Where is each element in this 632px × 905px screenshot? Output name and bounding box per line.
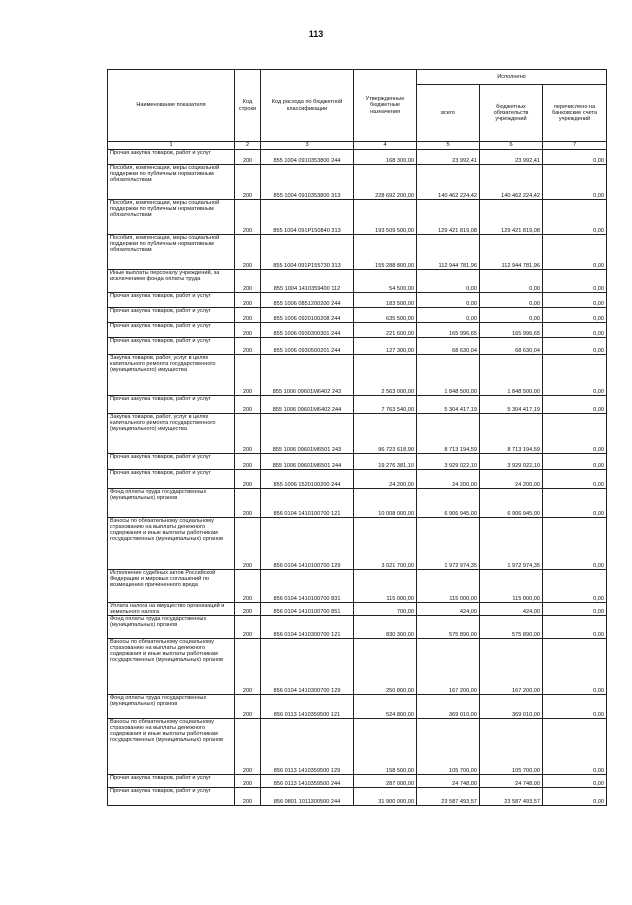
column-number: 7 (543, 142, 607, 150)
header-name: Наименование показателя (108, 70, 235, 142)
row-name: Прочая закупка товаров, работ и услуг (108, 775, 235, 788)
row-executed-commitments: 5 304 417,19 (480, 396, 543, 414)
row-approved: 54 500,00 (354, 270, 417, 293)
row-executed-commitments: 0,00 (480, 293, 543, 308)
row-bank-accounts: 0,00 (543, 355, 607, 396)
header-line-code: Код строки (235, 70, 261, 142)
row-executed-commitments: 24 748,00 (480, 775, 543, 788)
row-executed-total: 112 944 781,96 (417, 235, 480, 270)
row-line-code: 200 (235, 775, 261, 788)
table-row (108, 396, 607, 414)
row-name: Пособия, компенсации, меры социальной поддержки по публичным нормативным обязательствам (108, 235, 235, 270)
row-executed-total: 1 972 974,35 (417, 518, 480, 570)
row-executed-total: 5 304 417,19 (417, 396, 480, 414)
row-bank-accounts: 0,00 (543, 270, 607, 293)
row-line-code: 200 (235, 308, 261, 323)
row-bank-accounts: 0,00 (543, 775, 607, 788)
header-total: всего (417, 85, 480, 142)
row-line-code: 200 (235, 570, 261, 603)
row-budget-code: 855 1004 1410359400 112 (261, 270, 354, 293)
row-executed-commitments: 112 944 781,96 (480, 235, 543, 270)
row-budget-code: 856 0104 1410300700 121 (261, 616, 354, 639)
row-bank-accounts: 0,00 (543, 150, 607, 165)
column-number: 4 (354, 142, 417, 150)
row-bank-accounts: 0,00 (543, 293, 607, 308)
row-approved: 221 600,00 (354, 323, 417, 338)
row-bank-accounts: 0,00 (543, 338, 607, 355)
row-budget-code: 856 0104 1410100700 851 (261, 603, 354, 616)
header-executed: Исполнено (417, 70, 607, 85)
row-executed-commitments: 3 929 022,10 (480, 454, 543, 470)
row-bank-accounts: 0,00 (543, 165, 607, 200)
row-executed-total: 105 700,00 (417, 719, 480, 775)
row-approved: 127 300,00 (354, 338, 417, 355)
row-budget-code: 856 0113 1410359500 121 (261, 695, 354, 719)
row-executed-commitments: 0,00 (480, 308, 543, 323)
row-name: Взносы по обязательному социальному страхованию на выплаты денежного содержания и иные выплаты работникам государственных (муниципальных) органов (108, 639, 235, 695)
row-budget-code: 855 1006 0930300301 244 (261, 323, 354, 338)
row-budget-code: 855 1006 09601M6501 244 (261, 454, 354, 470)
row-budget-code: 856 0104 1410100700 831 (261, 570, 354, 603)
row-executed-total: 6 906 945,00 (417, 489, 480, 518)
row-line-code: 200 (235, 788, 261, 806)
row-name: Прочая закупка товаров, работ и услуг (108, 788, 235, 806)
row-approved: 287 000,00 (354, 775, 417, 788)
row-executed-total: 0,00 (417, 270, 480, 293)
row-bank-accounts: 0,00 (543, 414, 607, 454)
row-line-code: 200 (235, 270, 261, 293)
row-name: Взносы по обязательному социальному страхованию на выплаты денежного содержания и иные выплаты работникам государственных (муниципальных) органов (108, 518, 235, 570)
table-row (108, 270, 607, 293)
row-line-code: 200 (235, 396, 261, 414)
row-name: Пособия, компенсации, меры социальной поддержки по публичным нормативным обязательствам (108, 200, 235, 235)
row-bank-accounts: 0,00 (543, 719, 607, 775)
table-row (108, 570, 607, 603)
row-executed-commitments: 129 421 819,08 (480, 200, 543, 235)
row-budget-code: 855 1004 0910353800 313 (261, 165, 354, 200)
row-budget-code: 855 1006 0851200200 244 (261, 293, 354, 308)
row-name: Фонд оплаты труда государственных (муниципальных) органов (108, 695, 235, 719)
row-name: Прочая закупка товаров, работ и услуг (108, 293, 235, 308)
row-budget-code: 855 1006 0920100208 244 (261, 308, 354, 323)
row-budget-code: 855 1006 09601M6402 243 (261, 355, 354, 396)
row-name: Фонд оплаты труда государственных (муниципальных) органов (108, 616, 235, 639)
row-budget-code: 855 1004 091P155730 313 (261, 235, 354, 270)
row-line-code: 200 (235, 719, 261, 775)
row-line-code: 200 (235, 355, 261, 396)
row-executed-total: 0,00 (417, 308, 480, 323)
row-name: Исполнение судебных актов Российской Федерации и мировых соглашений по возмещению причиненного вреда (108, 570, 235, 603)
row-executed-total: 369 010,00 (417, 695, 480, 719)
row-approved: 2 563 000,00 (354, 355, 417, 396)
column-number: 6 (480, 142, 543, 150)
column-number: 2 (235, 142, 261, 150)
row-executed-total: 23 587 493,57 (417, 788, 480, 806)
table-row (108, 235, 607, 270)
row-approved: 228 692 200,00 (354, 165, 417, 200)
row-bank-accounts: 0,00 (543, 695, 607, 719)
table-row (108, 293, 607, 308)
row-line-code: 200 (235, 603, 261, 616)
row-executed-commitments: 23 992,41 (480, 150, 543, 165)
row-approved: 830 300,00 (354, 616, 417, 639)
row-approved: 193 509 500,00 (354, 200, 417, 235)
row-executed-commitments: 1 848 500,00 (480, 355, 543, 396)
row-executed-commitments: 575 890,00 (480, 616, 543, 639)
row-executed-commitments: 105 700,00 (480, 719, 543, 775)
row-name: Прочая закупка товаров, работ и услуг (108, 454, 235, 470)
row-executed-total: 8 713 194,59 (417, 414, 480, 454)
row-name: Пособия, компенсации, меры социальной поддержки по публичным нормативным обязательствам (108, 165, 235, 200)
row-bank-accounts: 0,00 (543, 454, 607, 470)
row-line-code: 200 (235, 470, 261, 489)
row-bank-accounts: 0,00 (543, 235, 607, 270)
row-line-code: 200 (235, 200, 261, 235)
row-approved: 635 500,00 (354, 308, 417, 323)
table-row (108, 355, 607, 396)
table-row (108, 603, 607, 616)
row-line-code: 200 (235, 150, 261, 165)
row-line-code: 200 (235, 616, 261, 639)
row-executed-commitments: 140 462 224,42 (480, 165, 543, 200)
table-row (108, 165, 607, 200)
row-bank-accounts: 0,00 (543, 396, 607, 414)
row-budget-code: 855 1006 1520100200 244 (261, 470, 354, 489)
row-name: Прочая закупка товаров, работ и услуг (108, 323, 235, 338)
column-number: 3 (261, 142, 354, 150)
row-name: Закупка товаров, работ, услуг в целях капитального ремонта государственного (муниципального) имущества (108, 414, 235, 454)
table-row (108, 616, 607, 639)
row-approved: 700,00 (354, 603, 417, 616)
row-approved: 7 763 540,00 (354, 396, 417, 414)
row-bank-accounts: 0,00 (543, 616, 607, 639)
row-approved: 183 500,00 (354, 293, 417, 308)
header-bank-accounts: перечислено на банковские счета учреждений (543, 85, 607, 142)
row-budget-code: 856 0104 1410100700 129 (261, 518, 354, 570)
table-row (108, 639, 607, 695)
row-approved: 524 800,00 (354, 695, 417, 719)
table-row (108, 150, 607, 165)
row-executed-commitments: 6 906 945,00 (480, 489, 543, 518)
row-executed-total: 0,00 (417, 293, 480, 308)
row-approved: 155 288 800,00 (354, 235, 417, 270)
row-name: Прочая закупка товаров, работ и услуг (108, 470, 235, 489)
table-body (108, 150, 607, 806)
row-bank-accounts: 0,00 (543, 470, 607, 489)
table-row (108, 489, 607, 518)
row-line-code: 200 (235, 165, 261, 200)
table-row (108, 200, 607, 235)
row-budget-code: 855 1004 091P150840 313 (261, 200, 354, 235)
row-executed-commitments: 1 972 974,35 (480, 518, 543, 570)
row-executed-total: 129 421 819,08 (417, 200, 480, 235)
row-name: Прочая закупка товаров, работ и услуг (108, 396, 235, 414)
row-approved: 115 000,00 (354, 570, 417, 603)
table-row (108, 454, 607, 470)
row-executed-commitments: 23 587 493,57 (480, 788, 543, 806)
row-line-code: 200 (235, 454, 261, 470)
row-approved: 3 021 700,00 (354, 518, 417, 570)
row-executed-commitments: 369 010,00 (480, 695, 543, 719)
table-row (108, 323, 607, 338)
row-executed-total: 24 748,00 (417, 775, 480, 788)
row-executed-commitments: 424,00 (480, 603, 543, 616)
row-approved: 158 500,00 (354, 719, 417, 775)
column-number: 1 (108, 142, 235, 150)
table-row (108, 788, 607, 806)
table-row (108, 308, 607, 323)
row-bank-accounts: 0,00 (543, 570, 607, 603)
row-approved: 168 300,00 (354, 150, 417, 165)
row-executed-total: 23 992,41 (417, 150, 480, 165)
column-number: 5 (417, 142, 480, 150)
row-executed-total: 1 848 500,00 (417, 355, 480, 396)
row-executed-total: 115 000,00 (417, 570, 480, 603)
row-name: Закупка товаров, работ, услуг в целях капитального ремонта государственного (муниципального) имущества (108, 355, 235, 396)
row-budget-code: 856 0104 1410100700 121 (261, 489, 354, 518)
row-approved: 250 800,00 (354, 639, 417, 695)
row-approved: 19 276 381,10 (354, 454, 417, 470)
table-row (108, 338, 607, 355)
row-line-code: 200 (235, 489, 261, 518)
table-row (108, 470, 607, 489)
row-executed-commitments: 0,00 (480, 270, 543, 293)
row-budget-code: 856 0113 1410359500 244 (261, 775, 354, 788)
row-bank-accounts: 0,00 (543, 489, 607, 518)
row-approved: 10 008 000,00 (354, 489, 417, 518)
row-executed-commitments: 68 630,04 (480, 338, 543, 355)
row-name: Уплата налога на имущество организаций и земельного налога (108, 603, 235, 616)
column-number-row (108, 142, 607, 150)
row-executed-total: 165 996,65 (417, 323, 480, 338)
row-line-code: 200 (235, 323, 261, 338)
table-row (108, 719, 607, 775)
row-executed-commitments: 24 200,00 (480, 470, 543, 489)
row-executed-commitments: 165 996,65 (480, 323, 543, 338)
row-executed-total: 3 929 022,10 (417, 454, 480, 470)
row-budget-code: 855 1004 0910353800 244 (261, 150, 354, 165)
row-bank-accounts: 0,00 (543, 788, 607, 806)
row-budget-code: 856 0104 1410300700 129 (261, 639, 354, 695)
row-executed-total: 140 462 224,42 (417, 165, 480, 200)
row-line-code: 200 (235, 338, 261, 355)
table-row (108, 775, 607, 788)
row-executed-total: 68 630,04 (417, 338, 480, 355)
header-approved: Утвержденные бюджетные назначения (354, 70, 417, 142)
row-line-code: 200 (235, 235, 261, 270)
row-approved: 24 200,00 (354, 470, 417, 489)
row-line-code: 200 (235, 414, 261, 454)
row-name: Прочая закупка товаров, работ и услуг (108, 338, 235, 355)
row-bank-accounts: 0,00 (543, 603, 607, 616)
budget-execution-table (107, 69, 607, 806)
row-budget-code: 856 0113 1410359500 129 (261, 719, 354, 775)
row-executed-total: 575 890,00 (417, 616, 480, 639)
row-executed-commitments: 115 000,00 (480, 570, 543, 603)
row-budget-code: 856 0801 1011300500 244 (261, 788, 354, 806)
row-executed-total: 24 200,00 (417, 470, 480, 489)
row-line-code: 200 (235, 695, 261, 719)
header-commitments: бюджетных обязательств учреждений (480, 85, 543, 142)
row-name: Взносы по обязательному социальному страхованию на выплаты денежного содержания и иные выплаты работникам государственных (муниципальных) органов (108, 719, 235, 775)
row-name: Прочая закупка товаров, работ и услуг (108, 150, 235, 165)
page-number: 113 (308, 29, 324, 39)
row-approved: 96 723 618,90 (354, 414, 417, 454)
row-line-code: 200 (235, 293, 261, 308)
table-row (108, 518, 607, 570)
table-row (108, 414, 607, 454)
row-executed-commitments: 8 713 194,59 (480, 414, 543, 454)
row-line-code: 200 (235, 518, 261, 570)
row-executed-commitments: 167 200,00 (480, 639, 543, 695)
row-bank-accounts: 0,00 (543, 200, 607, 235)
header-budget-code: Код расхода по бюджетной классификации (261, 70, 354, 142)
row-name: Прочая закупка товаров, работ и услуг (108, 308, 235, 323)
row-bank-accounts: 0,00 (543, 518, 607, 570)
row-name: Иные выплаты персоналу учреждений, за исключением фонда оплаты труда (108, 270, 235, 293)
row-name: Фонд оплаты труда государственных (муниципальных) органов (108, 489, 235, 518)
row-bank-accounts: 0,00 (543, 639, 607, 695)
table-row (108, 695, 607, 719)
row-bank-accounts: 0,00 (543, 308, 607, 323)
row-bank-accounts: 0,00 (543, 323, 607, 338)
row-budget-code: 855 1006 09601M6402 244 (261, 396, 354, 414)
row-executed-total: 424,00 (417, 603, 480, 616)
row-approved: 31 900 000,00 (354, 788, 417, 806)
row-executed-total: 167 200,00 (417, 639, 480, 695)
row-line-code: 200 (235, 639, 261, 695)
row-budget-code: 855 1006 09601M6501 243 (261, 414, 354, 454)
row-budget-code: 855 1006 0930500201 244 (261, 338, 354, 355)
